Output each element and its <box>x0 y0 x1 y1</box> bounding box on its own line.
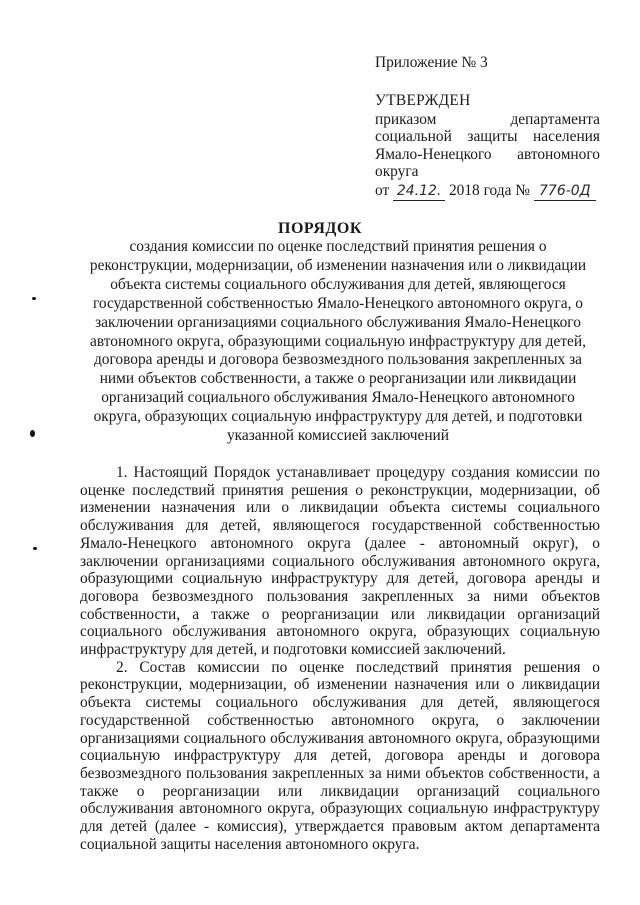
approval-date-line <box>375 182 600 202</box>
approval-line: Ямало-Ненецкого автономного <box>375 145 600 163</box>
approval-line: округа <box>375 163 419 180</box>
document-title: ПОРЯДОК <box>278 220 362 237</box>
paragraph: 1. Настоящий Порядок устанавливает процедуру создания комиссии по оценке последствий принятия решения о реконструкции, модернизации, об изменении назначения или о ликвидации объекта системы социального обслуживания для детей, являющегося государственной собственностью Ямало-Ненецкого автономного округа (далее - автономный округ), о заключении организациями социального обслуживания автономного округа, образующими социальную инфраструктуру для детей, договора аренды и договора безвозмездного пользования закрепленных за ними объектов собственности, а также о реорганизации или ликвидации организаций социального обслуживания автономного округа, образующих социальную инфраструктуру для детей, и подготовки комиссией заключений. <box>80 464 600 659</box>
handwritten-order-number: 776-0Д <box>534 183 596 202</box>
approval-line: приказом департамента <box>375 110 600 128</box>
date-prefix: от <box>375 181 390 199</box>
handwritten-date: 24.12. <box>393 183 445 202</box>
approved-word: УТВЕРЖДЕН <box>375 92 471 109</box>
document-body <box>80 464 600 853</box>
year-text: 2018 года № <box>448 181 530 199</box>
scan-speck <box>33 547 37 550</box>
paragraph: 2. Состав комиссии по оценке последствий принятия решения о реконструкции, модернизации, об изменении назначения или о ликвидации объекта системы социального обслуживания для детей, являющегося государственной собственностью автономного округа, о заключении организациями социального обслуживания автономного округа, образующими социальную инфраструктуру для детей, договора аренды и договора безвозмездного пользования закрепленных за ними объектов собственности, а также о реорганизации или ликвидации организаций социального обслуживания автономного округа, образующих социальную инфраструктуру для детей (далее - комиссия), утверждается правовым актом департамента социальной защиты населения автономного округа. <box>80 658 600 853</box>
scan-speck <box>32 297 36 300</box>
annex-label: Приложение № 3 <box>375 54 488 71</box>
document-subtitle: создания комиссии по оценке последствий принятия решения о реконструкции, модернизации, об изменении назначения или о ликвидации объекта системы социального обслуживания для детей, являющегося государственной собственностью Ямало-Ненецкого автономного округа, о заключении организациями социального обслуживания Ямало-Ненецкого автономного округа, образующими социальную инфраструктуру для детей, договора аренды и договора безвозмездного пользования закрепленных за ними объектов собственности, а также о реорганизации или ликвидации организаций социального обслуживания Ямало-Ненецкого автономного округа, образующих социальную инфраструктуру для детей, и подготовки указанной комиссией заключений <box>89 238 587 445</box>
approval-line: социальной защиты населения <box>375 128 600 145</box>
approval-block <box>375 92 600 201</box>
scan-speck <box>30 430 35 437</box>
